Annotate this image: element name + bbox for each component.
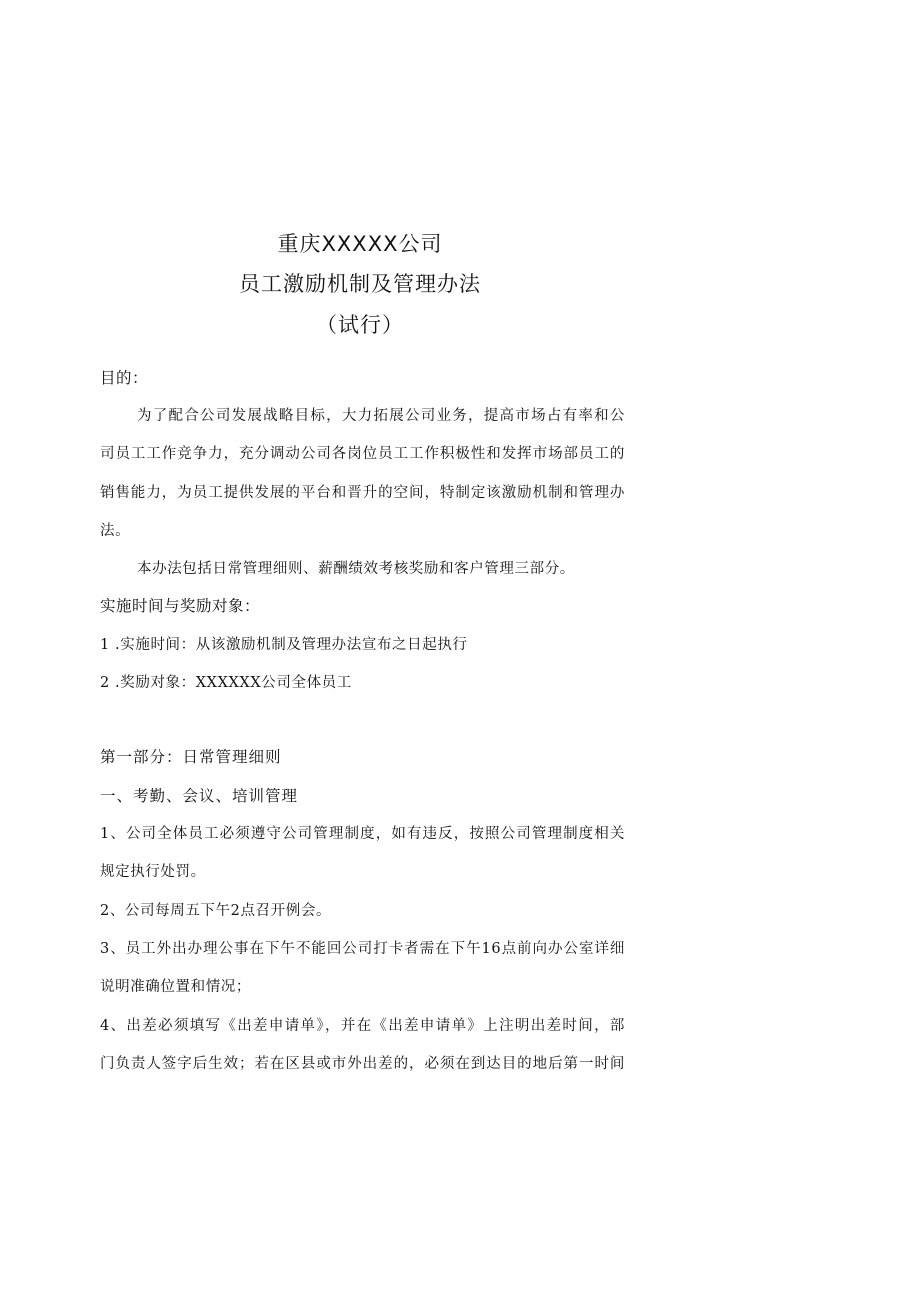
rule-line: 1、公司全体员工必须遵守公司管理制度，如有违反，按照公司管理制度相关	[100, 826, 625, 842]
rule-line: 4、出差必须填写《出差申请单》，并在《出差申请单》上注明出差时间，部	[100, 1018, 625, 1034]
rule-line: 3、员工外出办理公事在下午不能回公司打卡者需在下午16点前向办公室详细	[100, 941, 625, 957]
purpose-line: 为了配合公司发展战略目标，大力拓展公司业务，提高市场占有率和公	[137, 408, 625, 424]
rule-line: 说明准确位置和情况；	[100, 979, 251, 995]
purpose-heading: 目的：	[100, 369, 149, 387]
rule-line: 规定执行处罚。	[100, 864, 206, 880]
scope-paragraph: 本办法包括日常管理细则、薪酬绩效考核奖励和客户管理三部分。	[137, 561, 575, 577]
section-heading: 一、考勤、会议、培训管理	[100, 787, 299, 805]
purpose-line: 销售能力，为员工提供发展的平台和晋升的空间，特制定该激励机制和管理办	[100, 485, 625, 501]
implementation-heading: 实施时间与奖励对象：	[100, 597, 261, 615]
document-title: 员工激励机制及管理办法	[239, 272, 481, 296]
company-name: 重庆XXXXX公司	[277, 232, 443, 256]
rule-line: 2、公司每周五下午2点召开例会。	[100, 903, 332, 919]
implementation-item: 2 .奖励对象：XXXXXX公司全体员工	[100, 675, 352, 691]
document-subtitle: （试行）	[316, 313, 404, 337]
implementation-item: 1 .实施时间：从该激励机制及管理办法宣布之日起执行	[100, 637, 468, 653]
rule-line: 门负责人签字后生效；若在区县或市外出差的，必须在到达目的地后第一时间	[100, 1056, 625, 1072]
purpose-line: 法。	[100, 523, 131, 539]
purpose-line: 司员工工作竞争力，充分调动公司各岗位员工工作积极性和发挥市场部员工的	[100, 446, 625, 462]
part-heading: 第一部分：日常管理细则	[100, 748, 282, 766]
